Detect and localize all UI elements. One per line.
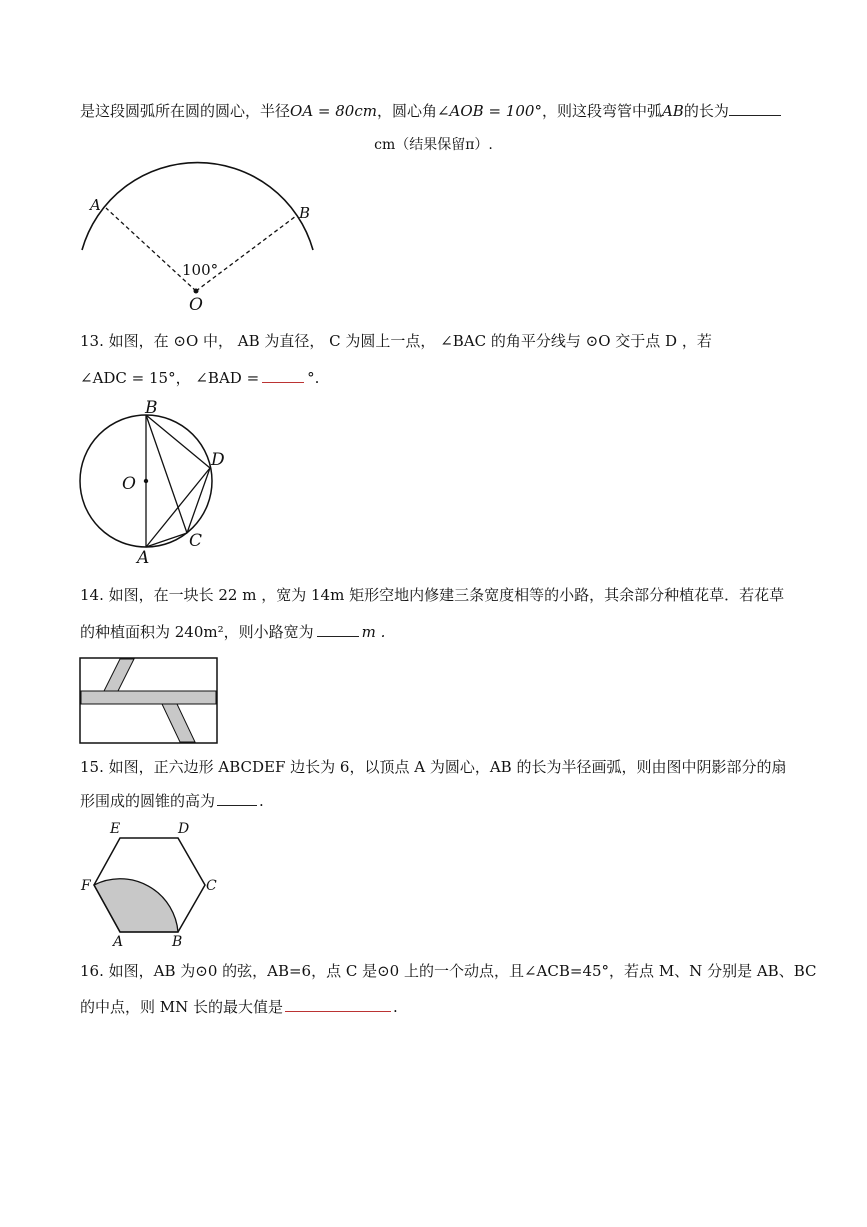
q12-text-a: 是这段圆弧所在圆的圆心，半径 — [80, 102, 291, 120]
q16-answer-blank — [285, 997, 391, 1012]
q12-oa-expr: OA = 80cm — [290, 102, 377, 120]
q15-text-b: . — [259, 792, 264, 810]
q15-label-a: A — [113, 934, 124, 950]
q12-text-c: ，则这段弯管中弧 — [541, 102, 662, 120]
q15-label-c: C — [206, 878, 217, 894]
q12-angle-label: 100° — [182, 261, 219, 279]
q14-line1: 14. 如图，在一块长 22 m ，宽为 14m 矩形空地内修建三条宽度相等的小路，其余部分种植花草．若花草 — [80, 586, 785, 604]
q14-text-a: 的种植面积为 240m²，则小路宽为 — [80, 623, 314, 641]
q15-label-f: F — [81, 878, 91, 894]
q14-text-b: m . — [361, 623, 386, 641]
q12-label-b: B — [299, 204, 311, 222]
q13-text-b: °. — [307, 369, 320, 387]
q12-text-d: 的长为 — [683, 102, 729, 120]
q15-shaded-sector — [94, 879, 178, 932]
q13-label-c: C — [189, 531, 203, 551]
q16-text-a: 的中点，则 MN 长的最大值是 — [80, 998, 284, 1016]
q12-angle-expr: ∠AOB = 100° — [436, 102, 542, 120]
q12-arc-name: AB — [661, 102, 684, 120]
q13-label-b: B — [145, 398, 158, 418]
q15-label-d: D — [178, 821, 190, 837]
q12-label-a: A — [90, 196, 101, 214]
q15-line1: 15. 如图，正六边形 ABCDEF 边长为 6，以顶点 A 为圆心，AB 的长为半径画弧，则由图中阴影部分的扇 — [80, 758, 787, 776]
q12-line2: cm（结果保留π）. — [374, 137, 493, 153]
q13-label-o: O — [122, 474, 136, 494]
q15-text-a: 形围成的圆锥的高为 — [80, 792, 216, 810]
q16-text-b: . — [393, 998, 398, 1016]
q13-text-a: ∠ADC = 15°， ∠BAD = — [80, 369, 260, 387]
q12-label-o: O — [189, 295, 203, 315]
q13-label-d: D — [211, 450, 225, 470]
q13-label-a: A — [137, 548, 150, 568]
q16-line1: 16. 如图，AB 为⊙0 的弦，AB=6，点 C 是⊙0 上的一个动点，且∠ACB=45°，若点 M、N 分别是 AB、BC — [80, 962, 817, 980]
q15-label-b: B — [172, 934, 183, 950]
q16-line2 — [80, 996, 398, 1018]
q13-line1: 13. 如图，在 ⊙O 中， AB 为直径， C 为圆上一点， ∠BAC 的角平分线与 ⊙O 交于点 D ，若 — [80, 332, 712, 350]
q15-label-e: E — [110, 821, 121, 837]
q12-text-b: ，圆心角 — [376, 102, 437, 120]
